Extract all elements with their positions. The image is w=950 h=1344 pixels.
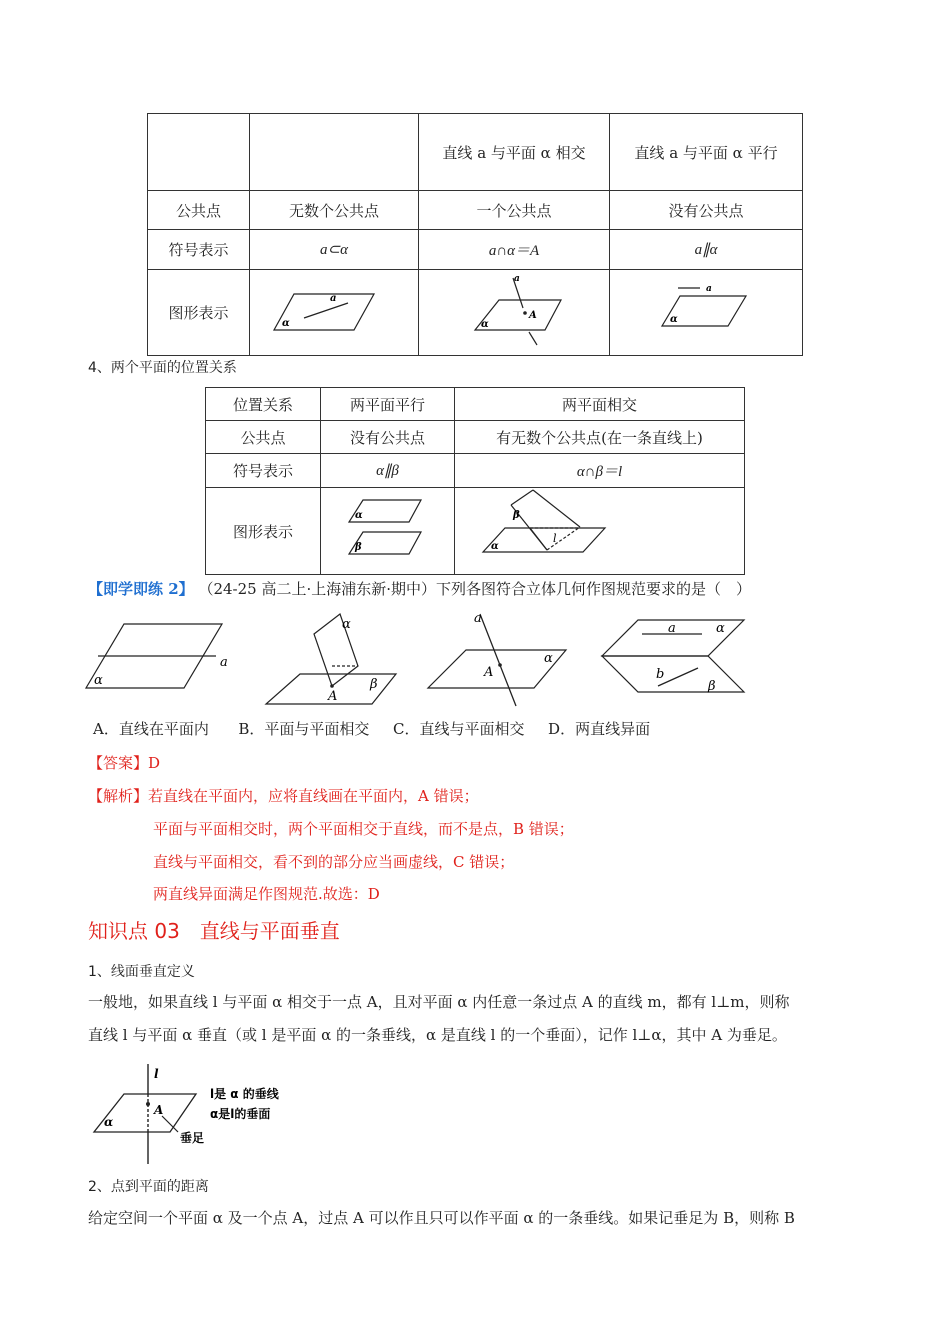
answer-value: D [148, 754, 161, 772]
svg-text:β: β [355, 542, 362, 553]
svg-text:α: α [342, 617, 351, 632]
svg-text:a: a [706, 284, 712, 294]
option-b[interactable]: B．平面与平面相交 [238, 720, 370, 738]
svg-text:l: l [553, 532, 557, 545]
svg-text:A: A [154, 1103, 164, 1117]
svg-text:α: α [716, 621, 725, 636]
svg-text:l: l [154, 1067, 159, 1081]
table1-cell: a∥α [610, 230, 803, 270]
answer-line [88, 752, 160, 773]
table1-cell: 无数个公共点 [250, 191, 419, 230]
table1-cell: a⊂α [250, 230, 419, 270]
svg-text:a: a [474, 611, 482, 626]
svg-text:a: a [514, 274, 520, 284]
options-row [93, 718, 853, 739]
definition-line-2: 直线 l 与平面 α 垂直（或 l 是平面 α 的一条垂线，α 是直线 l 的一个垂面），记作 l⊥α，其中 A 为垂足。 [88, 1026, 787, 1044]
svg-text:A: A [484, 665, 494, 680]
table2-cell: α∥β [321, 454, 455, 488]
svg-text:A: A [529, 310, 537, 321]
figure-parallel-planes [321, 488, 455, 575]
svg-text:α: α [670, 314, 678, 325]
definition-line-1: 一般地，如果直线 l 与平面 α 相交于一点 A，且对平面 α 内任意一条过点 A 的直线 m，都有 l⊥m，则称 [88, 993, 790, 1011]
table2-row-label: 公共点 [206, 421, 321, 454]
table2-row-label: 图形表示 [206, 488, 321, 575]
table1-header-1 [250, 114, 419, 191]
svg-text:α: α [544, 651, 553, 666]
analysis-text: 若直线在平面内，应将直线画在平面内，A 错误； [148, 787, 479, 805]
table2-header-0: 位置关系 [206, 388, 321, 421]
table1-cell: 没有公共点 [610, 191, 803, 230]
svg-text:a: a [668, 621, 676, 636]
figure-line-parallel-plane [610, 270, 803, 356]
table1-row-label: 公共点 [148, 191, 250, 230]
table1-header-0 [148, 114, 250, 191]
table1-row-label: 图形表示 [148, 270, 250, 356]
section-4-title: 4、两个平面的位置关系 [88, 360, 237, 376]
svg-text:α: α [355, 510, 363, 521]
svg-text:α: α [94, 673, 103, 688]
option-a[interactable]: A．直线在平面内 [93, 720, 209, 738]
svg-text:α: α [282, 318, 290, 329]
figure-intersecting-planes [455, 488, 745, 575]
exercise-tag: 【即学即练 2】 [88, 580, 194, 598]
svg-text:α: α [104, 1115, 114, 1129]
option-a-figure [84, 618, 234, 698]
table1-cell: a∩α＝A [419, 230, 610, 270]
analysis-tag: 【解析】 [88, 787, 149, 805]
svg-text:β: β [513, 510, 520, 521]
exercise-question [88, 578, 751, 599]
option-c[interactable]: C．直线与平面相交 [393, 720, 525, 738]
svg-text:α是l的垂面: α是l的垂面 [210, 1107, 271, 1121]
analysis-line-1 [88, 785, 479, 806]
line-plane-table [147, 113, 803, 356]
svg-text:α: α [491, 541, 499, 552]
option-b-figure [262, 612, 412, 707]
svg-text:α: α [481, 319, 489, 330]
plane-plane-table [205, 387, 745, 575]
table1-header-2: 直线 a 与平面 α 相交 [419, 114, 610, 191]
svg-text:β: β [370, 677, 378, 692]
table1-header-3: 直线 a 与平面 α 平行 [610, 114, 803, 191]
svg-text:A: A [328, 689, 338, 704]
table2-cell: 有无数个公共点(在一条直线上) [455, 421, 745, 454]
table2-cell: α∩β＝l [455, 454, 745, 488]
perpendicular-figure [88, 1062, 298, 1166]
option-d-figure [598, 616, 748, 698]
svg-text:l是 α 的垂线: l是 α 的垂线 [210, 1087, 279, 1101]
knowledge-title: 知识点 03 直线与平面垂直 [88, 919, 340, 943]
analysis-line-2: 平面与平面相交时，两个平面相交于直线，而不是点，B 错误； [153, 820, 574, 838]
svg-text:a: a [330, 293, 337, 304]
table1-row-label: 符号表示 [148, 230, 250, 270]
table2-row-label: 符号表示 [206, 454, 321, 488]
option-d[interactable]: D．两直线异面 [548, 720, 651, 738]
answer-tag: 【答案】 [88, 754, 149, 772]
svg-text:垂足: 垂足 [180, 1131, 205, 1145]
table2-cell: 没有公共点 [321, 421, 455, 454]
svg-text:b: b [656, 667, 665, 682]
svg-text:β: β [708, 679, 716, 694]
exercise-question-text: （24-25 高二上·上海浦东新·期中）下列各图符合立体几何作图规范要求的是（ ） [198, 580, 752, 598]
distance-line: 给定空间一个平面 α 及一个点 A，过点 A 可以作且只可以作平面 α 的一条垂线。如果记垂足为 B，则称 B [88, 1209, 795, 1227]
option-c-figure [424, 610, 574, 708]
svg-text:a: a [220, 655, 228, 670]
table2-header-1: 两平面平行 [321, 388, 455, 421]
analysis-line-4: 两直线异面满足作图规范.故选：D [153, 885, 380, 903]
figure-line-intersects-plane [419, 270, 610, 356]
subsection-1-title: 1、线面垂直定义 [88, 964, 195, 980]
subsection-2-title: 2、点到平面的距离 [88, 1179, 209, 1195]
table2-header-2: 两平面相交 [455, 388, 745, 421]
figure-line-in-plane [250, 270, 419, 356]
table1-cell: 一个公共点 [419, 191, 610, 230]
analysis-line-3: 直线与平面相交，看不到的部分应当画虚线，C 错误； [153, 853, 515, 871]
